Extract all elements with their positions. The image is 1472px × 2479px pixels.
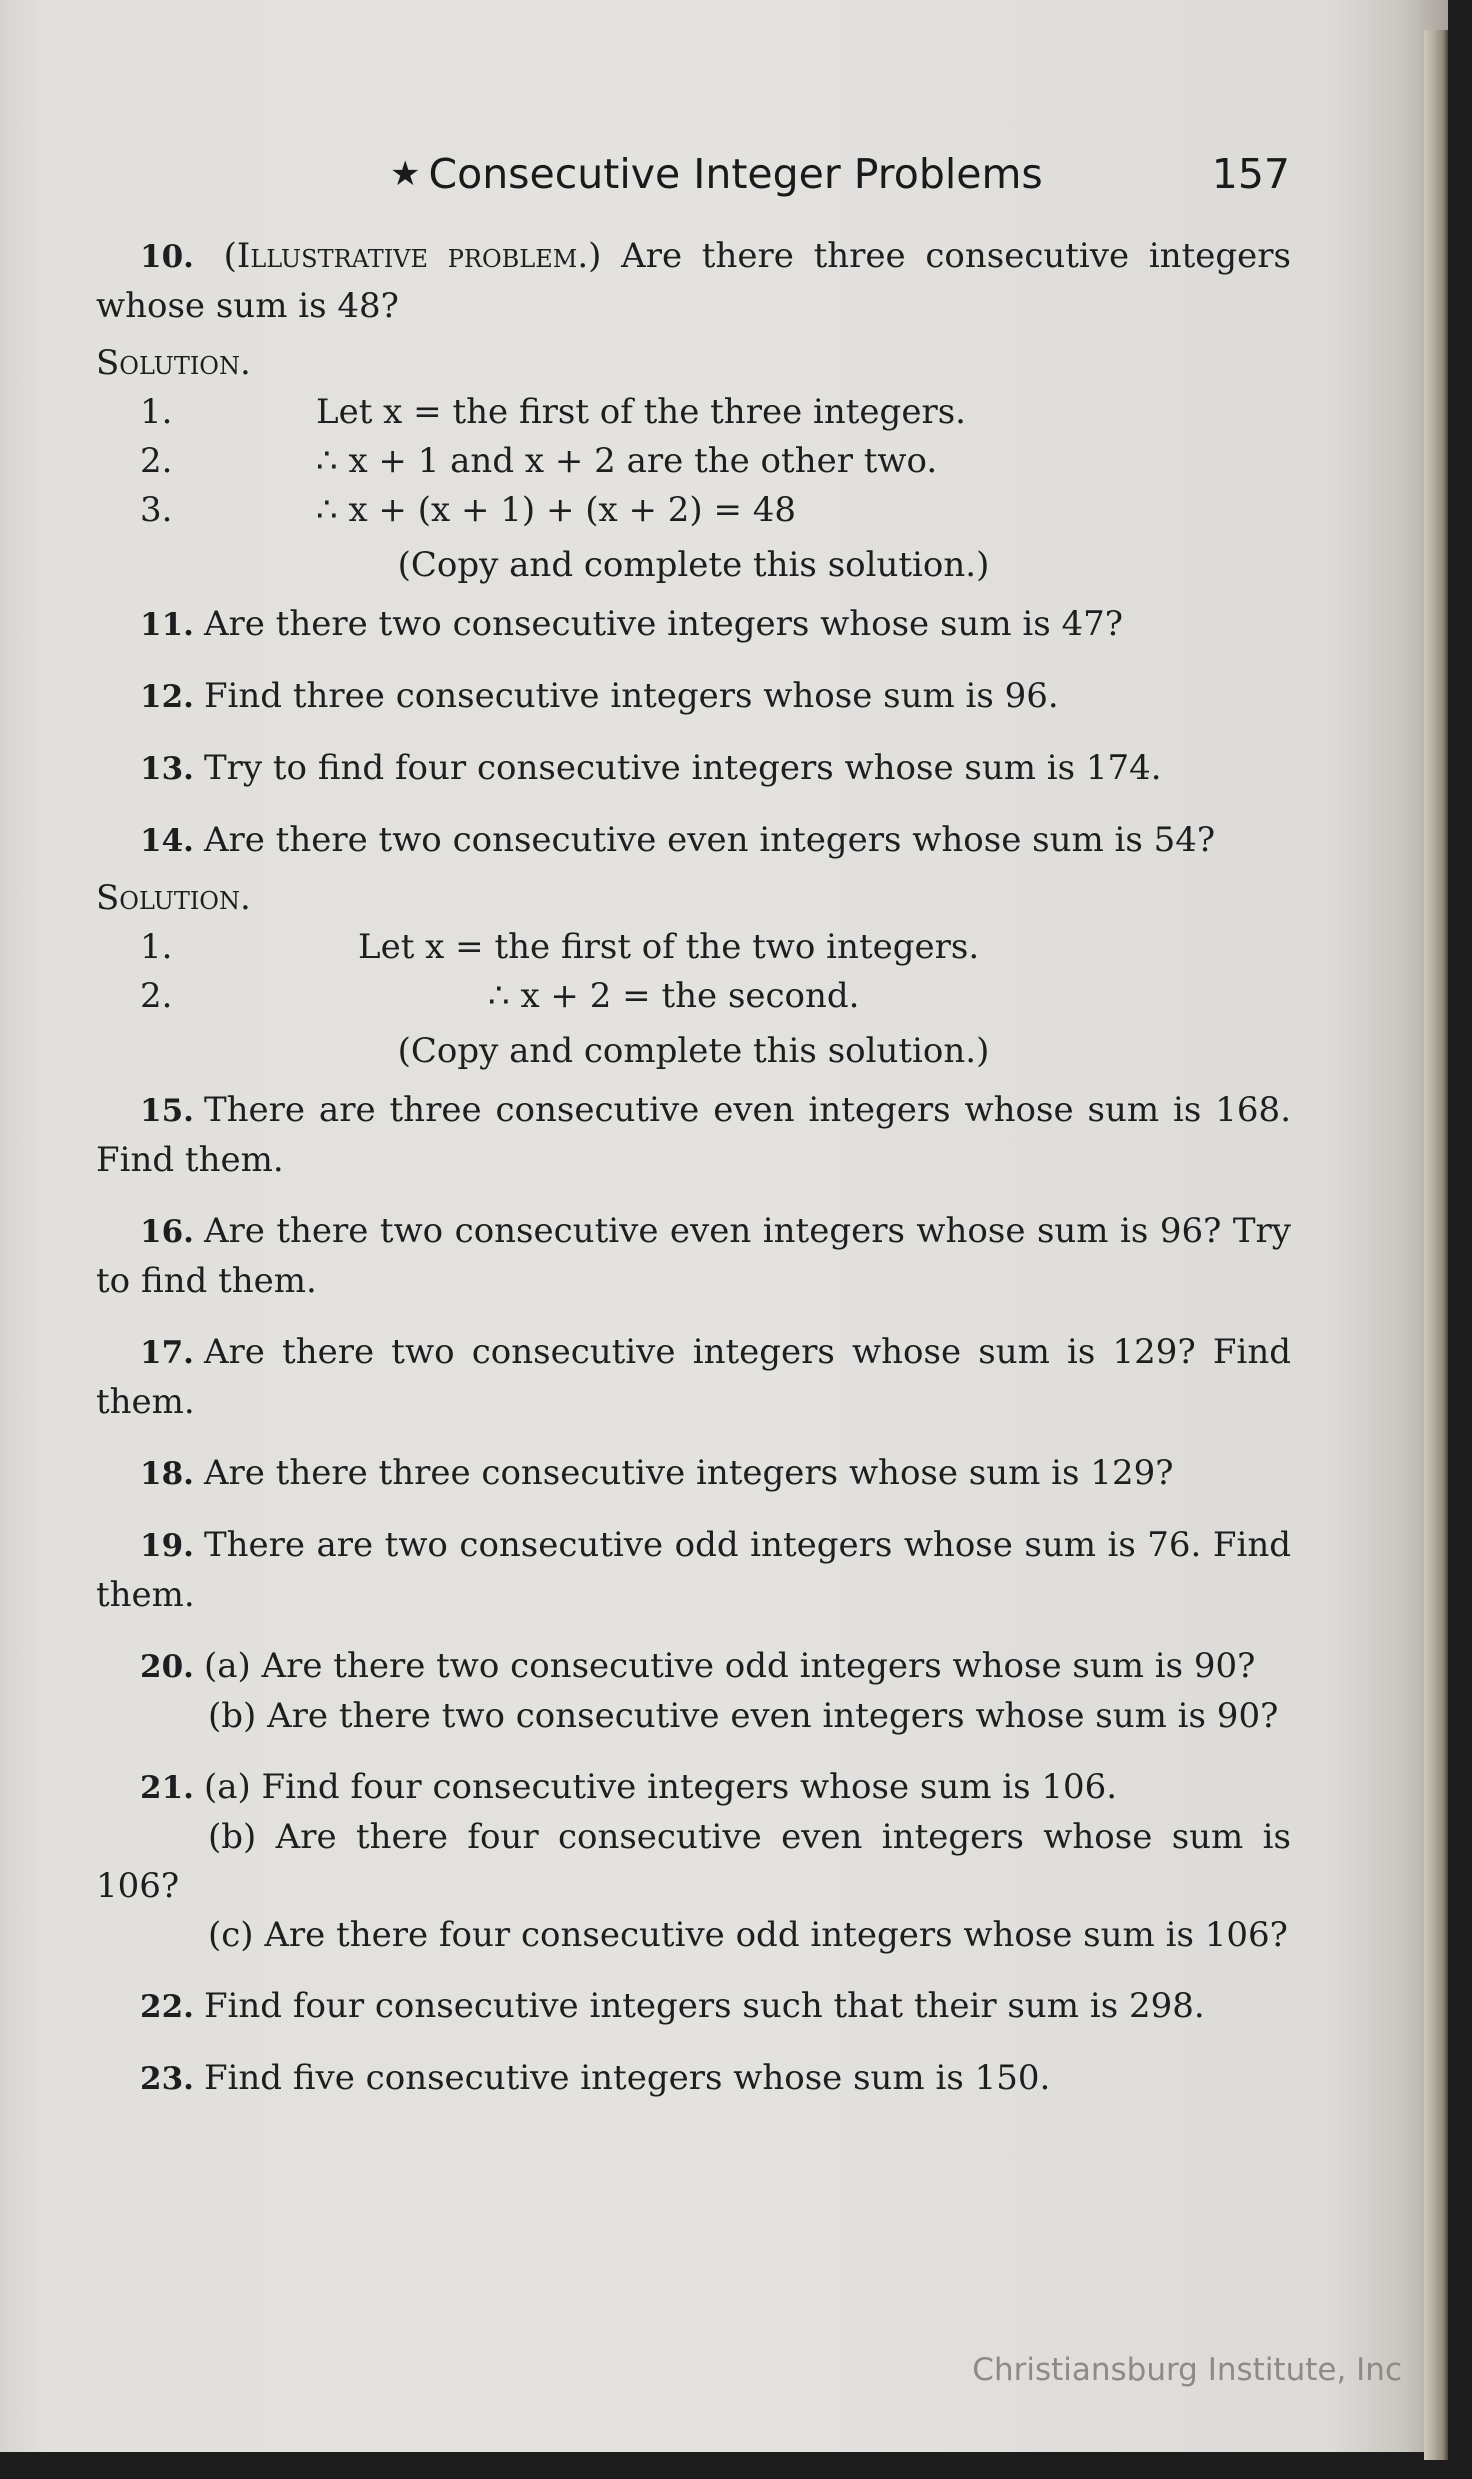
solution-step [96,437,1291,486]
problem-16 [96,1207,1291,1306]
problem-text: Find five consecutive integers whose sum is 150. [203,2058,1051,2098]
problem-text: There are two consecutive odd integers whose sum is 76. Find them. [96,1525,1291,1615]
running-header [390,150,1290,210]
problem-number: 19. [140,1528,194,1564]
problem-number: 16. [140,1214,194,1250]
problem-text: Are there two consecutive even integers whose sum is 96? Try to find them. [96,1211,1291,1301]
step-text: Let x = the first of the two integers. [358,927,980,967]
problem-11 [96,600,1291,650]
problem-number: 11. [140,607,194,643]
page-number: 157 [1211,150,1290,198]
solution-step [96,388,1291,437]
chapter-title [390,150,1043,198]
problem-18 [96,1449,1291,1499]
step-number: 1. [140,392,173,432]
step-number: 2. [140,976,173,1016]
step-text: ∴ x + (x + 1) + (x + 2) = 48 [316,490,797,530]
problem-number: 17. [140,1335,194,1371]
star-icon: ★ [390,154,421,194]
problem-20 [96,1642,1291,1692]
solution-step [96,486,1291,535]
problem-21 [96,1763,1291,1813]
problem-number: 13. [140,751,194,787]
problem-17 [96,1328,1291,1427]
problem-21-part-b: (b) Are there four consecutive even integers whose sum is 106? [96,1817,1291,1906]
problem-22 [96,1982,1291,2032]
problem-number: 22. [140,1989,194,2025]
problem-number: 20. [140,1649,194,1685]
problem-10 [96,232,1291,331]
step-text: Let x = the first of the three integers. [316,392,966,432]
solution-label: Solution. [96,343,251,383]
problem-text: Are there three consecutive integers whose sum is 48? [96,236,1292,326]
problem-12 [96,672,1291,722]
problem-19 [96,1521,1291,1620]
problem-number: 12. [140,679,194,715]
watermark: Christiansburg Institute, Inc [972,2352,1402,2388]
step-number: 1. [140,927,173,967]
problem-number: 23. [140,2061,194,2097]
problem-part-a: (a) Are there two consecutive odd integers whose sum is 90? [203,1646,1256,1686]
solution-label: Solution. [96,878,251,918]
problem-14 [96,816,1291,866]
problem-number: 10. [140,239,194,275]
problem-23 [96,2054,1291,2104]
problem-text: Find four consecutive integers such that their sum is 298. [203,1986,1205,2026]
solution-step [96,972,1291,1021]
page-content [96,232,1291,2104]
solution-step [96,923,1291,972]
problem-text: Try to find four consecutive integers whose sum is 174. [203,748,1162,788]
step-number: 3. [140,490,173,530]
problem-text: Are there two consecutive integers whose sum is 129? Find them. [96,1332,1291,1422]
problem-text: Are there two consecutive integers whose sum is 47? [203,604,1123,644]
problem-20-part-b: (b) Are there two consecutive even integers whose sum is 90? [208,1696,1279,1736]
step-text: ∴ x + 2 = the second. [488,976,860,1016]
problem-number: 18. [140,1456,194,1492]
page-edge [1424,30,1448,2460]
step-text: ∴ x + 1 and x + 2 are the other two. [316,441,938,481]
problem-21-part-c: (c) Are there four consecutive odd integers whose sum is 106? [208,1915,1288,1955]
illustrative-tag: (Illustrative problem.) [223,236,602,276]
problem-text: Find three consecutive integers whose sum is 96. [203,676,1059,716]
problem-part-a: (a) Find four consecutive integers whose sum is 106. [203,1767,1118,1807]
copy-note: (Copy and complete this solution.) [397,1031,990,1071]
problem-number: 21. [140,1770,194,1806]
problem-15 [96,1086,1291,1185]
problem-text: Are there two consecutive even integers whose sum is 54? [203,820,1216,860]
copy-note: (Copy and complete this solution.) [397,545,990,585]
problem-text: Are there three consecutive integers whose sum is 129? [203,1453,1174,1493]
problem-13 [96,744,1291,794]
chapter-title-text: Consecutive Integer Problems [428,150,1043,198]
problem-number: 14. [140,823,194,859]
problem-text: There are three consecutive even integers whose sum is 168. Find them. [96,1090,1291,1180]
step-number: 2. [140,441,173,481]
problem-number: 15. [140,1093,194,1129]
